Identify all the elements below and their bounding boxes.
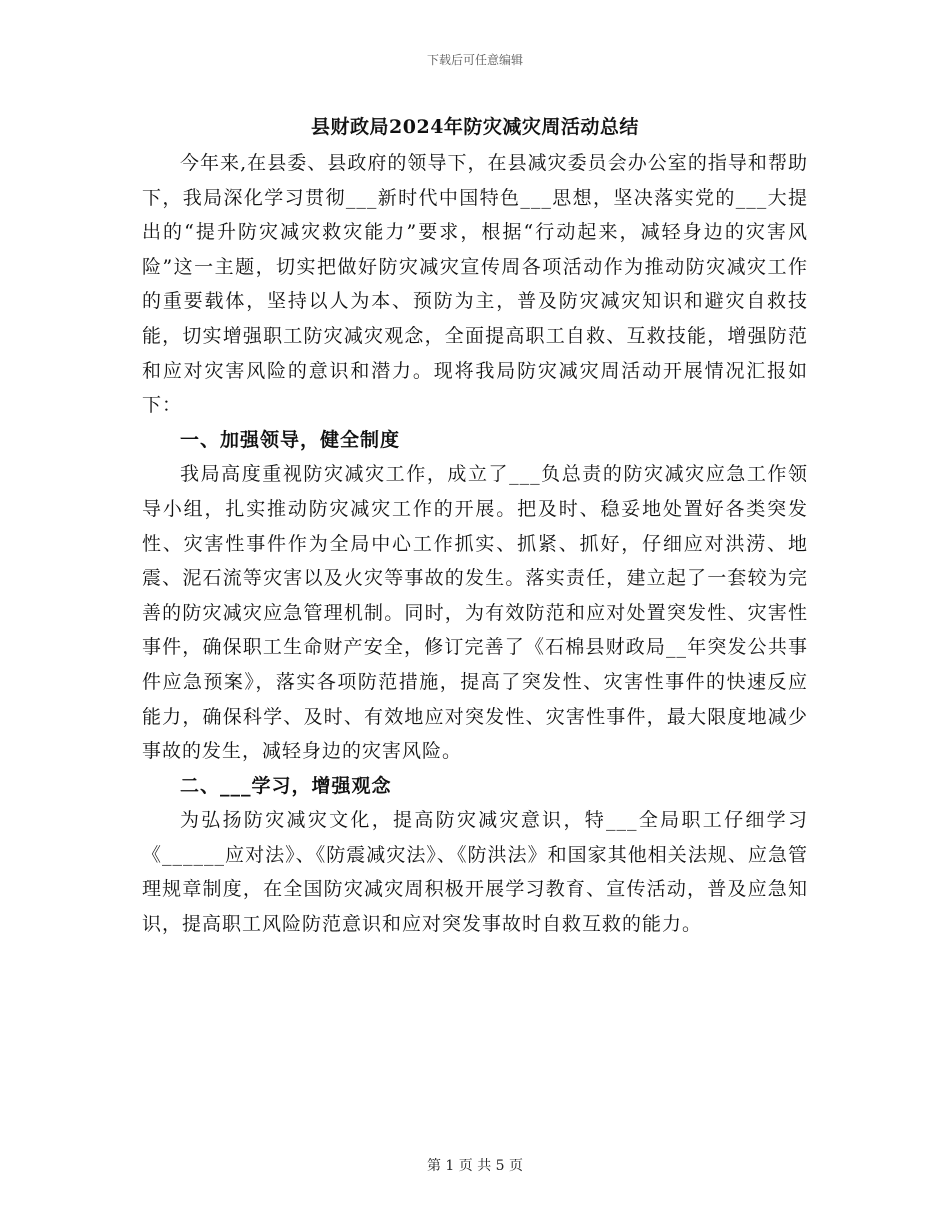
intro-paragraph: 今年来,在县委、县政府的领导下，在县减灾委员会办公室的指导和帮助下，我局深化学习贯彻___新时代中国特色___思想，坚决落实党的___大提出的“提升防灾减灾救灾能力”要求，根据“行动起来，减轻身边的灾害风险”这一主题，切实把做好防灾减灾宣传周各项活动作为推动防灾减灾工作的重要载体，坚持以人为本、预防为主，普及防灾减灾知识和避灾自救技能，切实增强职工防灾减灾观念，全面提高职工自救、互救技能，增强防范和应对灾害风险的意识和潜力。现将我局防灾减灾周活动开展情况汇报如下：: [142, 152, 808, 417]
section-2-heading: 二、___学习，增强观念: [180, 774, 392, 797]
document-body: [142, 146, 808, 942]
document-title: 县财政局2024年防灾减灾周活动总结: [311, 116, 639, 138]
page-number: 第 1 页 共 5 页: [426, 1158, 524, 1174]
section-2-body: 为弘扬防灾减灾文化，提高防灾减灾意识，特___全局职工仔细学习《______应对法》、《防震减灾法》、《防洪法》和国家其他相关法规、应急管理规章制度，在全国防灾减灾周积极开展学习教育、宣传活动，普及应急知识，提高职工风险防范意识和应对突发事故时自救互救的能力。: [142, 809, 808, 936]
section-1-heading: 一、加强领导，健全制度: [180, 428, 401, 451]
page-header-note: 下载后可任意编辑: [426, 53, 523, 67]
section-1-body: 我局高度重视防灾减灾工作，成立了___负总责的防灾减灾应急工作领导小组，扎实推动防灾减灾工作的开展。把及时、稳妥地处置好各类突发性、灾害性事件作为全局中心工作抓实、抓紧、抓好，仔细应对洪涝、地震、泥石流等灾害以及火灾等事故的发生。落实责任，建立起了一套较为完善的防灾减灾应急管理机制。同时，为有效防范和应对处置突发性、灾害性事件，确保职工生命财产安全，修订完善了《石棉县财政局__年突发公共事件应急预案》，落实各项防范措施，提高了突发性、灾害性事件的快速反应能力，确保科学、及时、有效地应对突发性、灾害性事件，最大限度地减少事故的发生，减轻身边的灾害风险。: [142, 463, 808, 763]
